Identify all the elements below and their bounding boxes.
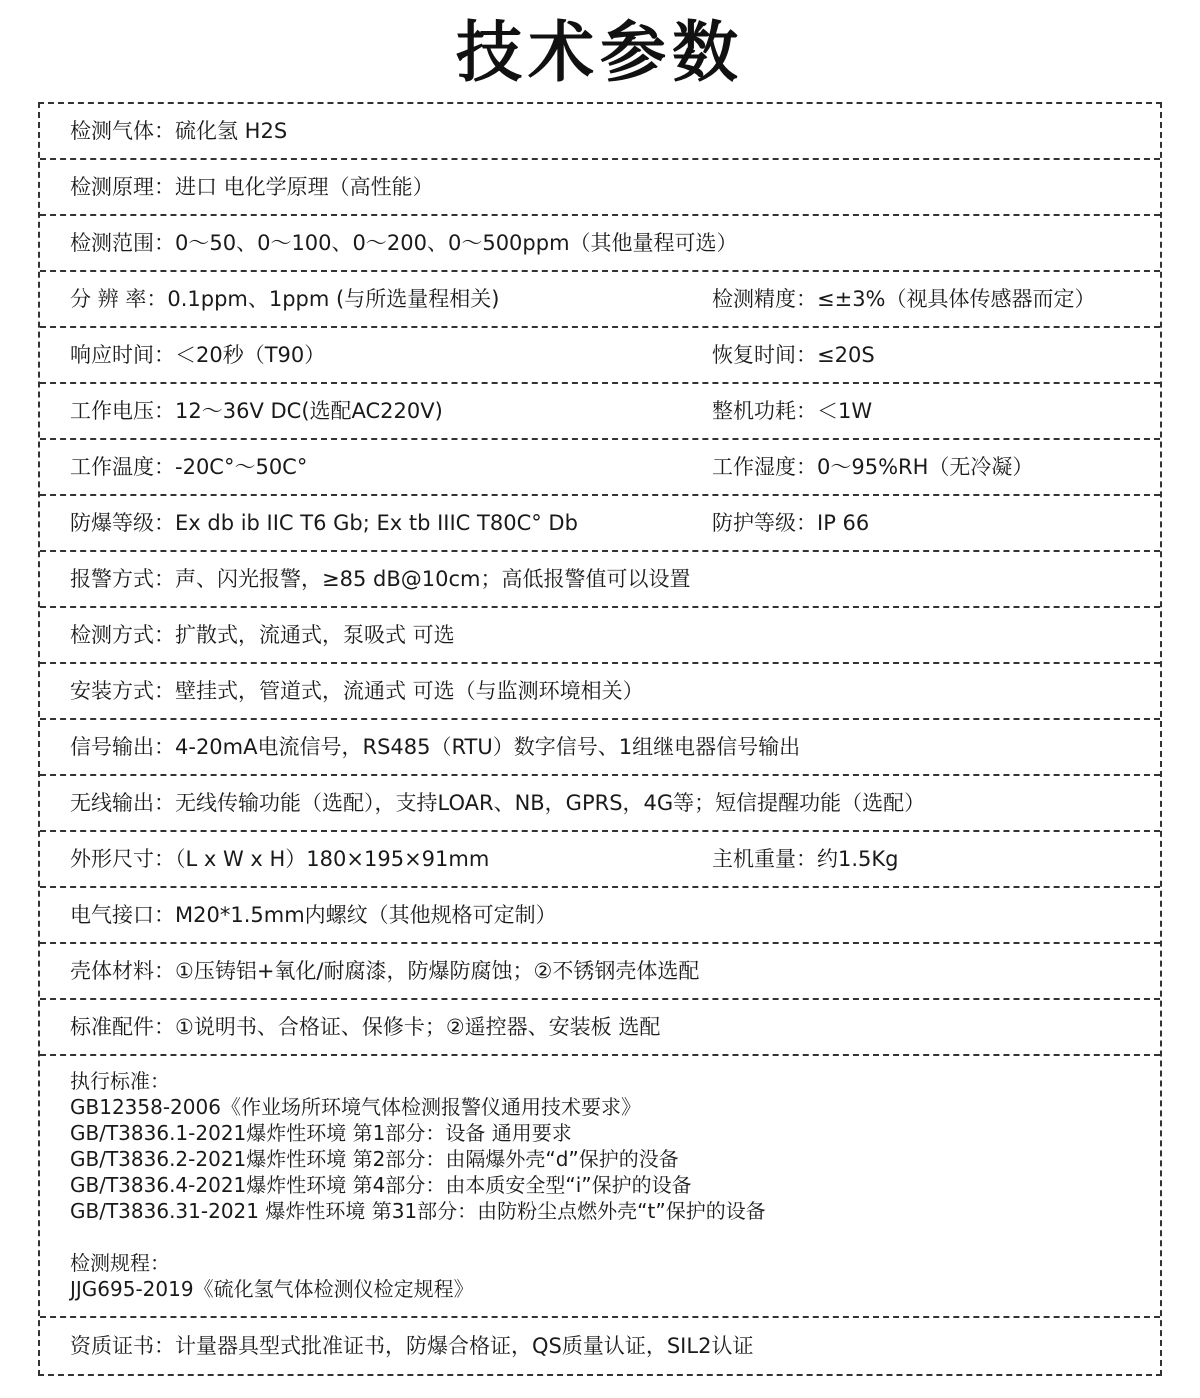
standard-line: GB/T3836.1-2021爆炸性环境 第1部分：设备 通用要求	[70, 1121, 572, 1145]
procedure-line: JJG695-2019《硫化氢气体检测仪检定规程》	[70, 1277, 474, 1301]
spec-row	[40, 440, 1160, 496]
spec-row	[40, 944, 1160, 1000]
standard-line: GB/T3836.31-2021 爆炸性环境 第31部分：由防粉尘点燃外壳“t”保护的设备	[70, 1199, 766, 1223]
spec-cell-right: 整机功耗：＜1W	[712, 399, 873, 423]
standards-heading: 执行标准：	[70, 1069, 170, 1093]
spec-row	[40, 160, 1160, 216]
spec-cell-left: 标准配件：①说明书、合格证、保修卡；②遥控器、安装板 选配	[70, 1015, 661, 1039]
spec-cell-left: 安装方式：壁挂式，管道式，流通式 可选（与监测环境相关）	[70, 679, 644, 703]
spec-cell-left: 无线输出：无线传输功能（选配），支持LOAR、NB，GPRS，4G等；短信提醒功能（选配）	[70, 791, 926, 815]
spec-row	[40, 104, 1160, 160]
spec-row	[40, 552, 1160, 608]
spec-row-certificates	[40, 1318, 1160, 1374]
spec-cell-left: 壳体材料：①压铸铝+氧化/耐腐漆，防爆防腐蚀；②不锈钢壳体选配	[70, 959, 700, 983]
spec-cell-left: 检测原理：进口 电化学原理（高性能）	[70, 175, 434, 199]
spec-cell-left: 电气接口：M20*1.5mm内螺纹（其他规格可定制）	[70, 903, 557, 927]
spec-cell-left: 资质证书：计量器具型式批准证书，防爆合格证，QS质量认证，SIL2认证	[70, 1334, 754, 1358]
spec-row	[40, 216, 1160, 272]
spec-cell-left: 外形尺寸：（L x W x H）180×195×91mm	[70, 847, 490, 871]
spec-row	[40, 608, 1160, 664]
spec-row	[40, 384, 1160, 440]
spec-row	[40, 496, 1160, 552]
spec-cell-right: 防护等级：IP 66	[712, 511, 870, 535]
spec-row	[40, 328, 1160, 384]
spec-row	[40, 720, 1160, 776]
standard-line: GB/T3836.4-2021爆炸性环境 第4部分：由本质安全型“i”保护的设备	[70, 1173, 692, 1197]
spec-cell-left: 响应时间：＜20秒（T90）	[70, 343, 326, 367]
procedure-heading: 检测规程：	[70, 1251, 170, 1275]
spec-cell-left: 检测气体：硫化氢 H2S	[70, 119, 288, 143]
spec-row	[40, 776, 1160, 832]
spec-cell-right: 恢复时间：≤20S	[712, 343, 875, 367]
spec-cell-left: 报警方式：声、闪光报警，≥85 dB@10cm；高低报警值可以设置	[70, 567, 691, 591]
spec-cell-left: 防爆等级：Ex db ib IIC T6 Gb; Ex tb IIIC T80C° Db	[70, 511, 578, 535]
standard-line: GB/T3836.2-2021爆炸性环境 第2部分：由隔爆外壳“d”保护的没备	[70, 1147, 679, 1171]
standards-section	[40, 1056, 1160, 1318]
spec-cell-left: 分 辨 率：0.1ppm、1ppm (与所选量程相关)	[70, 287, 500, 311]
spec-cell-right: 工作湿度：0～95%RH（无冷凝）	[712, 455, 1034, 479]
spec-row	[40, 272, 1160, 328]
spec-cell-left: 信号输出：4-20mA电流信号，RS485（RTU）数字信号、1组继电器信号输出	[70, 735, 801, 759]
standard-line: GB12358-2006《作业场所环境气体检测报警仪通用技术要求》	[70, 1095, 641, 1119]
spec-row	[40, 832, 1160, 888]
page-title: 技术参数	[456, 14, 744, 91]
spec-table	[38, 102, 1162, 1376]
spec-cell-left: 工作电压：12～36V DC(选配AC220V)	[70, 399, 443, 423]
spec-cell-left: 检测方式：扩散式，流通式，泵吸式 可选	[70, 623, 455, 647]
spec-cell-left: 工作温度：-20C°～50C°	[70, 455, 308, 479]
spec-cell-right: 检测精度：≤±3%（视具体传感器而定）	[712, 287, 1096, 311]
spec-row	[40, 888, 1160, 944]
spec-cell-right: 主机重量：约1.5Kg	[712, 847, 899, 871]
spec-cell-left: 检测范围：0～50、0～100、0～200、0～500ppm（其他量程可选）	[70, 231, 738, 255]
spec-row	[40, 664, 1160, 720]
spec-row	[40, 1000, 1160, 1056]
